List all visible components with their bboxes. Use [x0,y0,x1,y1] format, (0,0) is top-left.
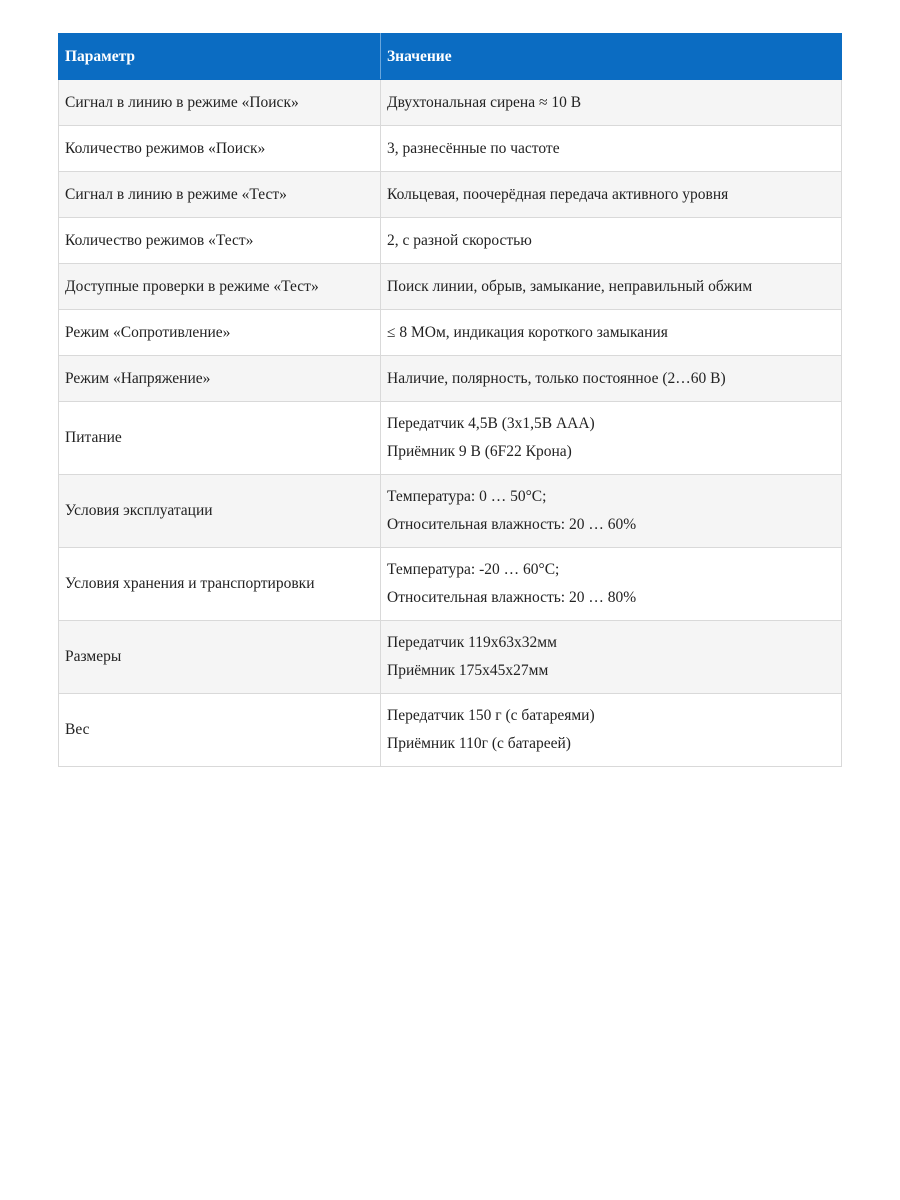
value-cell [381,356,842,402]
table-row [59,475,842,548]
parameter-cell: Условия эксплуатации [59,475,381,548]
value-cell [381,475,842,548]
value-line: Передатчик 4,5В (3х1,5В ААА) [387,415,595,432]
value-line: Приёмник 110г (с батареей) [387,735,571,752]
column-header-parameter: Параметр [59,34,381,80]
table-row [59,218,842,264]
parameter-cell: Размеры [59,621,381,694]
value-cell [381,80,842,126]
value-line: ≤ 8 МОм, индикация короткого замыкания [387,323,668,341]
value-line: Приёмник 175х45х27мм [387,662,549,679]
value-cell [381,264,842,310]
table-row [59,356,842,402]
table-row [59,548,842,621]
table-row [59,172,842,218]
value-cell [381,310,842,356]
value-line: Двухтональная сирена ≈ 10 В [387,93,582,111]
value-line: Передатчик 150 г (с батареями) [387,707,595,724]
table-row [59,80,842,126]
value-line: Относительная влажность: 20 … 80% [387,589,637,606]
value-cell [381,126,842,172]
parameter-cell: Условия хранения и транспортировки [59,548,381,621]
parameter-cell: Режим «Сопротивление» [59,310,381,356]
parameter-cell: Режим «Напряжение» [59,356,381,402]
value-line: Передатчик 119х63х32мм [387,634,557,651]
parameter-cell: Сигнал в линию в режиме «Тест» [59,172,381,218]
value-cell [381,694,842,767]
parameter-cell: Вес [59,694,381,767]
parameter-cell: Доступные проверки в режиме «Тест» [59,264,381,310]
value-line: Наличие, полярность, только постоянное (2…60 В) [387,369,726,387]
value-line: 2, с разной скоростью [387,231,532,249]
table-row [59,694,842,767]
column-header-value: Значение [381,34,842,80]
table-row [59,310,842,356]
parameter-cell: Количество режимов «Тест» [59,218,381,264]
table-row [59,402,842,475]
value-line: Относительная влажность: 20 … 60% [387,516,637,533]
value-line: Температура: -20 … 60°С; [387,561,560,578]
parameter-cell: Питание [59,402,381,475]
value-line: Приёмник 9 В (6F22 Крона) [387,443,572,460]
value-line: Температура: 0 … 50°С; [387,488,547,505]
table-row [59,264,842,310]
parameter-cell: Сигнал в линию в режиме «Поиск» [59,80,381,126]
value-line: Поиск линии, обрыв, замыкание, неправильный обжим [387,277,753,295]
table-header-row [59,34,842,80]
table-row [59,621,842,694]
value-line: 3, разнесённые по частоте [387,139,560,157]
value-cell [381,402,842,475]
parameter-cell: Количество режимов «Поиск» [59,126,381,172]
table-row [59,126,842,172]
value-cell [381,548,842,621]
spec-table [58,33,842,767]
value-cell [381,621,842,694]
value-cell [381,172,842,218]
value-cell [381,218,842,264]
value-line: Кольцевая, поочерёдная передача активного уровня [387,185,729,203]
